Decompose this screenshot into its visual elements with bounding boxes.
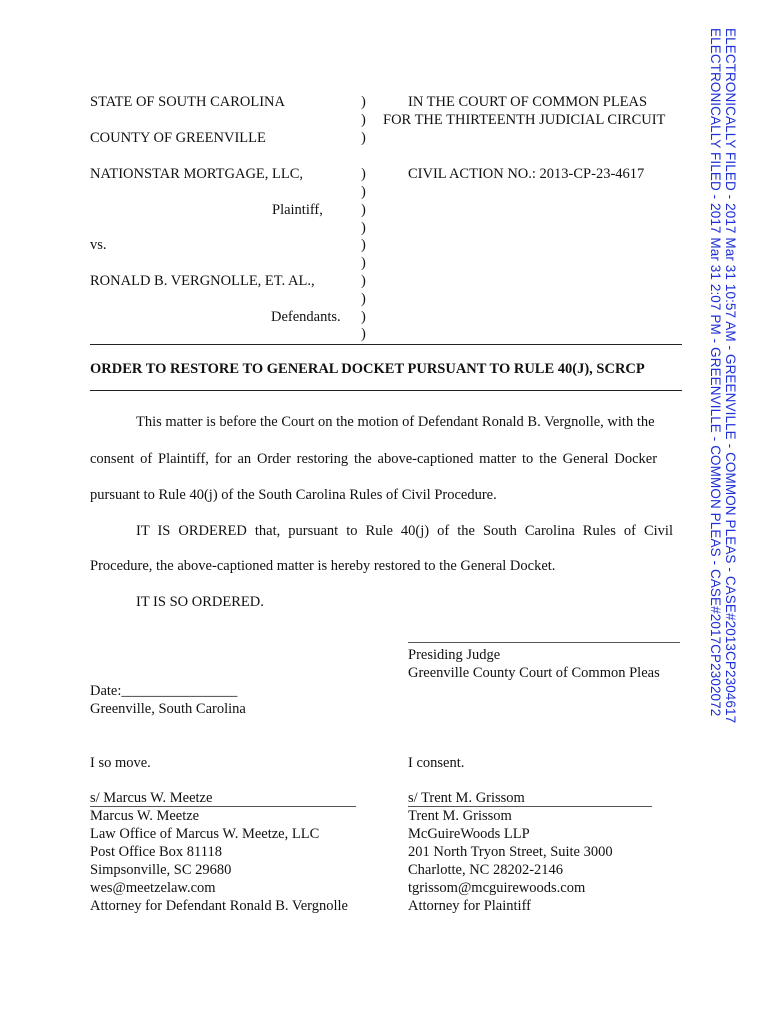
efiling-stamp-first: ELECTRONICALLY FILED - 2017 Mar 31 10:57 AM - GREENVILLE - COMMON PLEAS - CASE#2013CP2304617 xyxy=(723,28,738,724)
body-para3: IT IS SO ORDERED. xyxy=(136,594,264,610)
caption-court-line1: IN THE COURT OF COMMON PLEAS xyxy=(408,94,648,110)
movant-intro: I so move. xyxy=(90,755,151,771)
body-para1-line2: consent of Plaintiff, for an Order restoring the above-captioned matter to the General Docker xyxy=(90,451,658,467)
body-para2-line1: IT IS ORDERED that, pursuant to Rule 40(j) of the South Carolina Rules of Civil xyxy=(136,523,673,539)
consent-email: tgrissom@mcguirewoods.com xyxy=(408,880,586,896)
caption-defendant-name: RONALD B. VERGNOLLE, ET. AL., xyxy=(90,273,315,289)
body-para1-line3: pursuant to Rule 40(j) of the South Carolina Rules of Civil Procedure. xyxy=(90,487,497,503)
consent-signature: s/ Trent M. Grissom xyxy=(408,790,525,806)
title-rule-bottom xyxy=(90,390,682,391)
caption-paren: ) xyxy=(361,130,366,146)
caption-plaintiff-role: Plaintiff, xyxy=(272,202,323,218)
movant-role: Attorney for Defendant Ronald B. Vergnolle xyxy=(90,898,348,914)
consent-signature-line xyxy=(408,806,652,807)
movant-signature: s/ Marcus W. Meetze xyxy=(90,790,213,806)
caption-paren: ) xyxy=(361,166,366,182)
caption-paren: ) xyxy=(361,273,366,289)
caption-paren: ) xyxy=(361,326,366,342)
order-title: ORDER TO RESTORE TO GENERAL DOCKET PURSUANT TO RULE 40(J), SCRCP xyxy=(90,361,645,377)
movant-firm: Law Office of Marcus W. Meetze, LLC xyxy=(90,826,320,842)
movant-name: Marcus W. Meetze xyxy=(90,808,200,824)
caption-paren: ) xyxy=(361,237,366,253)
caption-civil-action: CIVIL ACTION NO.: 2013-CP-23-4617 xyxy=(408,166,645,182)
consent-address2: Charlotte, NC 28202-2146 xyxy=(408,862,564,878)
caption-versus: vs. xyxy=(90,237,107,253)
movant-address1: Post Office Box 81118 xyxy=(90,844,222,860)
movant-email: wes@meetzelaw.com xyxy=(90,880,216,896)
caption-court-line2: FOR THE THIRTEENTH JUDICIAL CIRCUIT xyxy=(383,112,666,128)
movant-signature-line xyxy=(90,806,356,807)
body-para1-line1: This matter is before the Court on the motion of Defendant Ronald B. Vergnolle, with the xyxy=(136,414,655,430)
caption-paren: ) xyxy=(361,255,366,271)
efiling-stamp-second: ELECTRONICALLY FILED - 2017 Mar 31 2:07 PM - GREENVILLE - COMMON PLEAS - CASE#2017CP2302072 xyxy=(708,28,723,717)
caption-paren: ) xyxy=(361,202,366,218)
caption-paren: ) xyxy=(361,94,366,110)
caption-paren: ) xyxy=(361,220,366,236)
caption-plaintiff-name: NATIONSTAR MORTGAGE, LLC, xyxy=(90,166,304,182)
title-rule-top xyxy=(90,344,682,345)
judge-signature-line xyxy=(408,642,680,643)
judge-title: Presiding Judge xyxy=(408,647,501,663)
caption-paren: ) xyxy=(361,291,366,307)
date-label: Date:________________ xyxy=(90,683,238,699)
consent-firm: McGuireWoods LLP xyxy=(408,826,530,842)
body-para2-line2: Procedure, the above-captioned matter is hereby restored to the General Docket. xyxy=(90,558,556,574)
caption-paren: ) xyxy=(361,112,366,128)
caption-paren: ) xyxy=(361,184,366,200)
date-place: Greenville, South Carolina xyxy=(90,701,246,717)
consent-name: Trent M. Grissom xyxy=(408,808,512,824)
caption-paren: ) xyxy=(361,309,366,325)
movant-address2: Simpsonville, SC 29680 xyxy=(90,862,232,878)
caption-state: STATE OF SOUTH CAROLINA xyxy=(90,94,285,110)
consent-role: Attorney for Plaintiff xyxy=(408,898,531,914)
caption-county: COUNTY OF GREENVILLE xyxy=(90,130,266,146)
caption-defendant-role: Defendants. xyxy=(271,309,341,325)
consent-address1: 201 North Tryon Street, Suite 3000 xyxy=(408,844,613,860)
judge-court: Greenville County Court of Common Pleas xyxy=(408,665,660,681)
consent-intro: I consent. xyxy=(408,755,465,771)
